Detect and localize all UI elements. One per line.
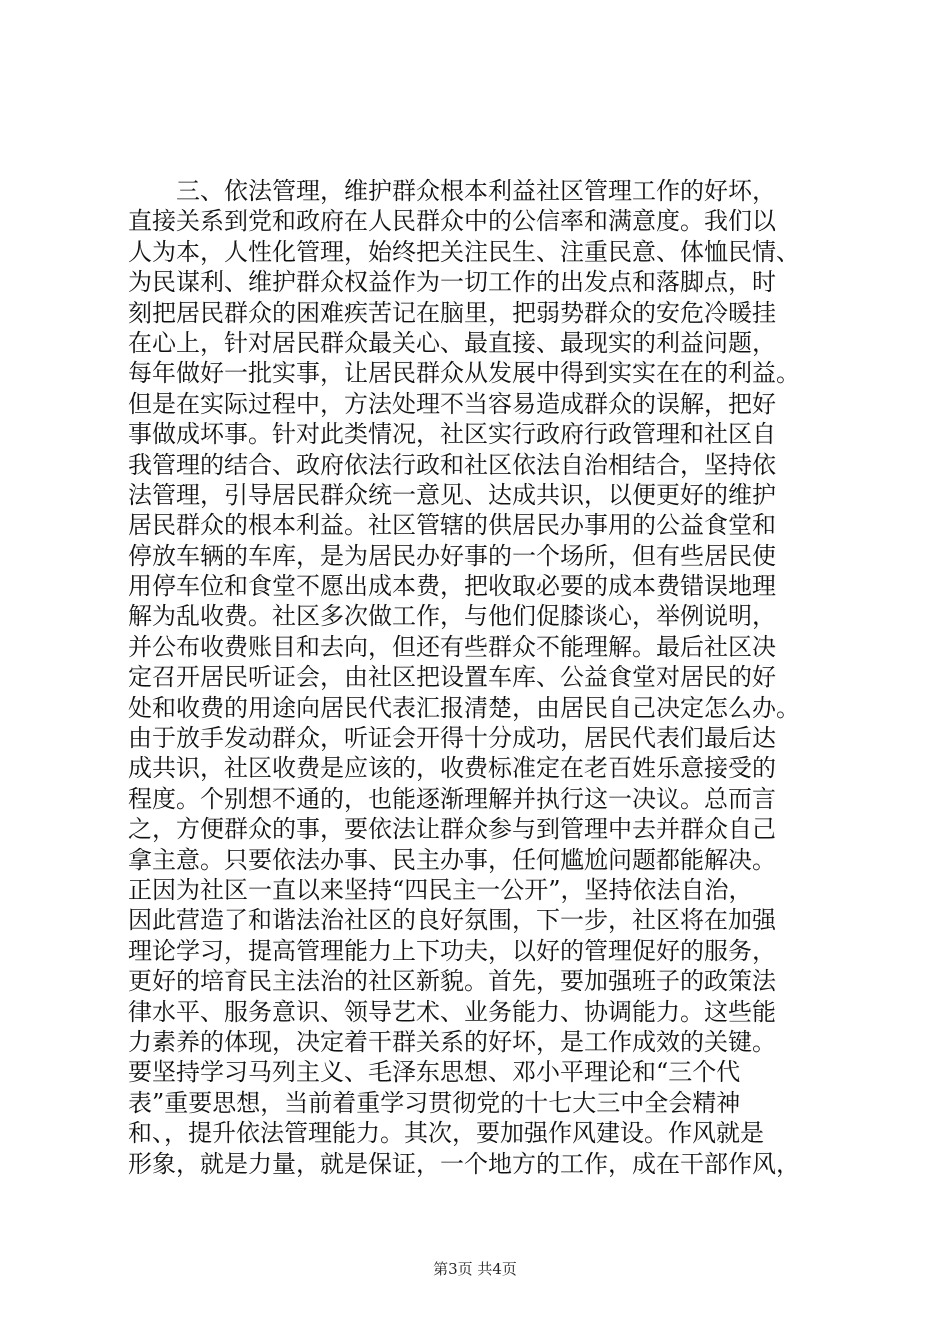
text-line: 成共识，社区收费是应该的，收费标准定在老百姓乐意接受的 bbox=[128, 754, 776, 783]
text-line: 正因为社区一直以来坚持“四民主一公开”，坚持依法自治， bbox=[128, 875, 753, 904]
text-line: 刻把居民群众的困难疾苦记在脑里，把弱势群众的安危冷暖挂 bbox=[128, 298, 776, 327]
text-line: 三、依法管理，维护群众根本利益社区管理工作的好坏， bbox=[176, 177, 776, 205]
text-line: 处和收费的用途向居民代表汇报清楚，由居民自己决定怎么办。 bbox=[128, 693, 800, 722]
text-line: 并公布收费账目和去向，但还有些群众不能理解。最后社区决 bbox=[128, 632, 776, 661]
text-line: 之，方便群众的事，要依法让群众参与到管理中去并群众自己 bbox=[128, 815, 776, 844]
text-line: 解为乱收费。社区多次做工作，与他们促膝谈心，举例说明， bbox=[128, 602, 776, 631]
page-number-footer: 第3页 共4页 bbox=[433, 1260, 517, 1278]
text-line: 我管理的结合、政府依法行政和社区依法自治相结合，坚持依 bbox=[128, 450, 776, 479]
text-line: 表”重要思想，当前着重学习贯彻党的十七大三中全会精神 bbox=[128, 1088, 741, 1117]
text-line: 直接关系到党和政府在人民群众中的公信率和满意度。我们以 bbox=[128, 207, 776, 236]
text-line: 形象，就是力量，就是保证，一个地方的工作，成在干部作风， bbox=[128, 1149, 800, 1178]
text-line: 和、，提升依法管理能力。其次，要加强作风建设。作风就是 bbox=[128, 1119, 764, 1148]
text-line: 在心上，针对居民群众最关心、最直接、最现实的利益问题， bbox=[128, 328, 776, 357]
text-line: 为民谋利、维护群众权益作为一切工作的出发点和落脚点，时 bbox=[128, 268, 776, 297]
text-line: 事做成坏事。针对此类情况，社区实行政府行政管理和社区自 bbox=[128, 420, 776, 449]
text-line: 每年做好一批实事，让居民群众从发展中得到实实在在的利益。 bbox=[128, 359, 800, 388]
text-line: 理论学习，提高管理能力上下功夫，以好的管理促好的服务， bbox=[128, 936, 776, 965]
text-line: 居民群众的根本利益。社区管辖的供居民办事用的公益食堂和 bbox=[128, 511, 776, 540]
text-line: 要坚持学习马列主义、毛泽东思想、邓小平理论和“三个代 bbox=[128, 1058, 741, 1087]
text-line: 由于放手发动群众，听证会开得十分成功，居民代表们最后达 bbox=[128, 724, 776, 753]
text-line: 程度。个别想不通的，也能逐渐理解并执行这一决议。总而言 bbox=[128, 784, 776, 813]
text-line: 更好的培育民主法治的社区新貌。首先，要加强班子的政策法 bbox=[128, 967, 776, 996]
text-line: 法管理，引导居民群众统一意见、达成共识，以便更好的维护 bbox=[128, 480, 776, 509]
text-line: 但是在实际过程中，方法处理不当容易造成群众的误解，把好 bbox=[128, 389, 776, 418]
text-line: 拿主意。只要依法办事、民主办事，任何尴尬问题都能解决。 bbox=[128, 845, 776, 874]
body-paragraph bbox=[128, 176, 848, 1179]
text-line: 人为本，人性化管理，始终把关注民生、注重民意、体恤民情、 bbox=[128, 237, 800, 266]
text-line: 定召开居民听证会，由社区把设置车库、公益食堂对居民的好 bbox=[128, 663, 776, 692]
text-line: 因此营造了和谐法治社区的良好氛围，下一步，社区将在加强 bbox=[128, 906, 776, 935]
text-line: 用停车位和食堂不愿出成本费，把收取必要的成本费错误地理 bbox=[128, 572, 776, 601]
text-line: 停放车辆的车库，是为居民办好事的一个场所，但有些居民使 bbox=[128, 541, 776, 570]
text-line: 律水平、服务意识、领导艺术、业务能力、协调能力。这些能 bbox=[128, 997, 776, 1026]
text-line: 力素养的体现，决定着干群关系的好坏，是工作成效的关键。 bbox=[128, 1027, 776, 1056]
